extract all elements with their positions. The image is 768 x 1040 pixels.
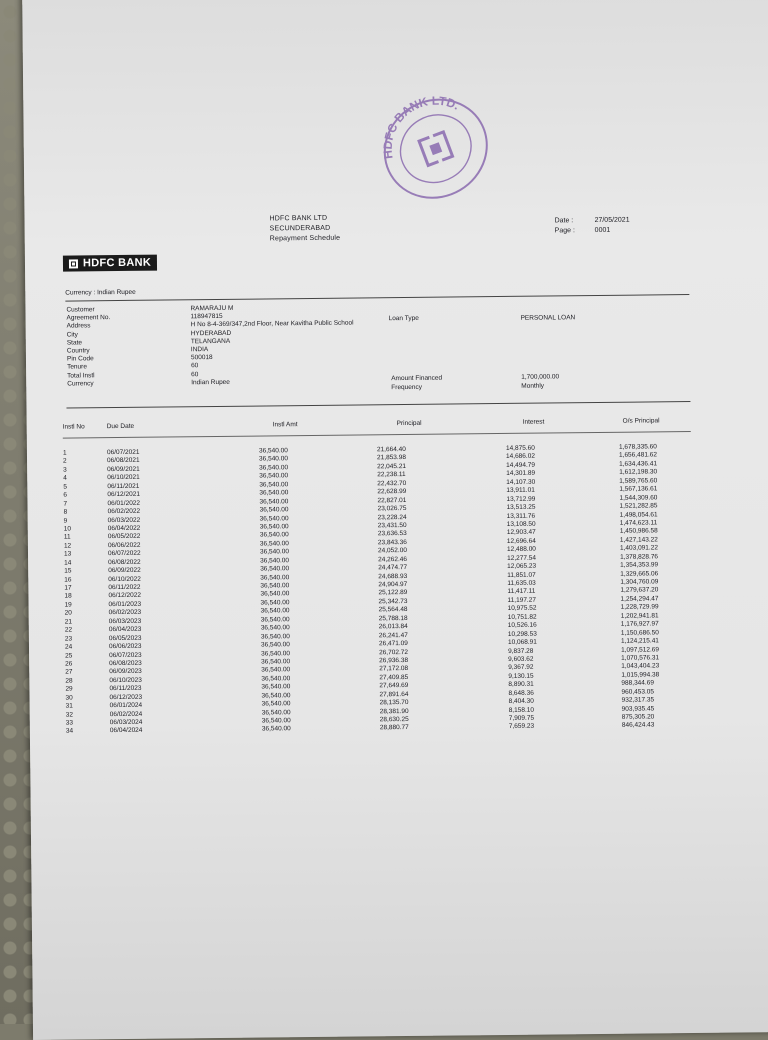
due-date-cell: 06/01/2023 xyxy=(108,600,142,609)
os-principal-cell: 1,124,215.41 xyxy=(620,637,659,645)
principal-cell: 23,431.50 xyxy=(377,521,407,530)
due-date-cell: 06/01/2024 xyxy=(109,701,143,710)
instl-no-cell: 29 xyxy=(65,685,73,693)
interest-cell: 8,158.10 xyxy=(508,706,535,714)
customer-name: RAMARAJU M xyxy=(190,304,234,313)
instl-amt-cell: 36,540.00 xyxy=(261,717,291,725)
instl-no-cell: 14 xyxy=(64,559,72,567)
principal-cell: 24,688.93 xyxy=(378,572,408,580)
os-principal-cell: 1,612,198.30 xyxy=(619,468,658,477)
instl-no-cell: 15 xyxy=(64,567,72,575)
instl-no-cell: 17 xyxy=(64,584,72,592)
os-principal-cell: 1,070,576.31 xyxy=(621,654,660,662)
info-label: Agreement No. xyxy=(66,314,111,322)
instl-amt-cell: 36,540.00 xyxy=(259,506,289,514)
os-principal-cell: 1,567,136.61 xyxy=(619,485,658,493)
principal-cell: 23,636.53 xyxy=(377,530,407,538)
instl-no-cell: 22 xyxy=(64,626,73,634)
hdfc-bank-logo xyxy=(63,255,157,272)
instl-no-cell: 8 xyxy=(63,508,68,516)
principal-cell: 28,135.70 xyxy=(379,699,409,707)
interest-cell: 7,659.23 xyxy=(508,723,535,731)
due-date-cell: 06/08/2021 xyxy=(107,457,140,465)
info-label: Currency xyxy=(67,380,94,388)
due-date-cell: 06/06/2023 xyxy=(108,642,142,651)
due-date-cell: 06/09/2022 xyxy=(108,566,141,575)
principal-cell: 25,122.89 xyxy=(378,589,408,597)
principal-cell: 27,172.08 xyxy=(379,665,409,673)
interest-cell: 13,712.99 xyxy=(506,495,536,503)
due-date-cell: 06/03/2024 xyxy=(109,718,143,727)
os-principal-cell: 1,329,665.06 xyxy=(620,569,659,578)
bank-name: HDFC BANK LTD xyxy=(269,214,328,223)
os-principal-cell: 1,589,765.60 xyxy=(619,477,658,485)
svg-text:HDFC BANK LTD. xyxy=(371,93,470,164)
os-principal-cell: 846,424.43 xyxy=(621,721,655,730)
interest-cell: 11,635.03 xyxy=(507,579,536,587)
state-value: TELANGANA xyxy=(190,337,231,346)
interest-cell: 10,068.91 xyxy=(507,638,537,647)
frequency-label: Frequency xyxy=(391,383,423,392)
principal-cell: 25,564.48 xyxy=(378,606,408,614)
instl-no-cell: 28 xyxy=(65,677,73,685)
repayment-schedule-page xyxy=(22,0,768,1040)
os-principal-cell: 1,228,729.99 xyxy=(620,603,659,612)
interest-cell: 14,107.30 xyxy=(506,478,536,486)
due-date-cell: 06/04/2023 xyxy=(108,625,142,634)
instl-amt-cell: 36,540.00 xyxy=(260,556,290,565)
info-label: Address xyxy=(66,322,91,330)
city-value: HYDERABAD xyxy=(190,329,232,337)
principal-cell: 22,238.11 xyxy=(377,471,406,479)
principal-cell: 24,262.46 xyxy=(378,555,408,563)
interest-cell: 12,277.54 xyxy=(507,554,537,562)
instl-amt-cell: 36,540.00 xyxy=(259,464,289,472)
page-label: Page : xyxy=(554,227,575,235)
principal-cell: 24,904.97 xyxy=(378,580,408,589)
instl-amt-cell: 36,540.00 xyxy=(261,725,291,733)
principal-cell: 23,228.24 xyxy=(377,513,407,521)
principal-cell: 27,891.64 xyxy=(379,690,409,698)
os-principal-cell: 903,935.45 xyxy=(621,704,655,713)
due-date-cell: 06/07/2022 xyxy=(107,550,141,558)
principal-cell: 22,432.70 xyxy=(377,479,407,488)
due-date-cell: 06/01/2022 xyxy=(107,499,141,507)
interest-cell: 8,890.31 xyxy=(508,680,534,689)
interest-cell: 13,911.01 xyxy=(506,486,535,495)
date-label: Date : xyxy=(554,217,574,225)
principal-cell: 22,045.21 xyxy=(377,462,407,471)
interest-cell: 12,488.00 xyxy=(506,545,536,554)
due-date-cell: 06/09/2021 xyxy=(107,465,140,474)
os-principal-cell: 1,097,512.69 xyxy=(621,645,660,654)
instl-no-cell: 10 xyxy=(63,525,72,533)
col-header-due-date: Due Date xyxy=(106,422,135,431)
document-sheet xyxy=(22,0,768,1040)
country-value: INDIA xyxy=(190,346,209,354)
due-date-cell: 06/11/2022 xyxy=(108,583,141,592)
info-label: City xyxy=(66,331,78,339)
instl-amt-cell: 36,540.00 xyxy=(260,615,290,624)
currency-value: Indian Rupee xyxy=(191,378,230,387)
os-principal-cell: 1,634,436.41 xyxy=(619,460,658,468)
interest-cell: 14,686.02 xyxy=(505,453,535,461)
instl-amt-cell: 36,540.00 xyxy=(261,658,291,666)
loan-type-label: Loan Type xyxy=(388,314,419,323)
instl-no-cell: 34 xyxy=(65,727,74,736)
instl-amt-cell: 36,540.00 xyxy=(258,455,288,463)
instl-amt-cell: 36,540.00 xyxy=(259,472,289,480)
info-divider xyxy=(66,401,690,409)
os-principal-cell: 1,015,994.38 xyxy=(621,671,660,679)
principal-cell: 22,628.99 xyxy=(377,488,407,496)
instl-no-cell: 1 xyxy=(62,449,67,457)
interest-cell: 7,909.75 xyxy=(508,714,535,722)
os-principal-cell: 1,678,335.60 xyxy=(618,443,657,451)
instl-amt-cell: 36,540.00 xyxy=(261,700,291,708)
due-date-cell: 06/08/2022 xyxy=(108,558,141,566)
os-principal-cell: 988,344.69 xyxy=(621,679,654,688)
os-principal-cell: 1,202,941.81 xyxy=(620,612,659,620)
interest-cell: 11,851.07 xyxy=(507,571,536,579)
os-principal-cell: 1,474,623.11 xyxy=(619,519,658,527)
principal-cell: 25,342.73 xyxy=(378,597,408,606)
instl-no-cell: 27 xyxy=(65,668,73,676)
stamp-logo-icon xyxy=(418,129,454,168)
instl-no-cell: 3 xyxy=(63,466,67,474)
instl-no-cell: 20 xyxy=(64,609,72,617)
col-header-os-principal: O/s Principal xyxy=(622,417,660,425)
instl-no-cell: 13 xyxy=(63,550,72,558)
document-title: Repayment Schedule xyxy=(269,234,341,243)
instl-amt-cell: 36,540.00 xyxy=(261,675,291,683)
due-date-cell: 06/04/2024 xyxy=(109,727,143,735)
instl-no-cell: 2 xyxy=(63,457,67,466)
due-date-cell: 06/02/2022 xyxy=(107,507,141,516)
amount-frequency-labels xyxy=(391,374,442,393)
interest-cell: 11,417.11 xyxy=(507,588,536,596)
interest-cell: 12,065.23 xyxy=(507,562,537,571)
interest-cell: 10,298.53 xyxy=(507,630,537,638)
col-header-principal: Principal xyxy=(396,419,422,428)
instl-no-cell: 7 xyxy=(63,500,68,508)
os-principal-cell: 1,498,054.61 xyxy=(619,510,658,519)
os-principal-cell: 1,427,143.22 xyxy=(619,536,658,544)
os-principal-cell: 1,521,282.85 xyxy=(619,502,658,510)
instl-no-cell: 18 xyxy=(64,592,72,601)
os-principal-cell: 1,354,353.99 xyxy=(620,561,659,569)
due-date-cell: 06/06/2022 xyxy=(107,541,141,549)
instl-no-cell: 12 xyxy=(63,542,72,550)
instl-amt-cell: 36,540.00 xyxy=(259,480,289,489)
due-date-cell: 06/02/2024 xyxy=(109,710,143,718)
interest-cell: 9,837.28 xyxy=(508,647,534,655)
instl-no-cell: 4 xyxy=(63,474,67,482)
col-header-interest: Interest xyxy=(522,418,545,426)
agreement-number: 118947815 xyxy=(190,313,223,321)
instl-amt-cell: 36,540.00 xyxy=(260,641,290,649)
due-date-cell: 06/12/2023 xyxy=(109,693,143,701)
os-principal-cell: 1,450,986.58 xyxy=(619,527,658,536)
interest-cell: 14,494.79 xyxy=(506,461,536,469)
os-principal-cell: 1,176,927.97 xyxy=(620,620,659,628)
instl-amt-cell: 36,540.00 xyxy=(259,540,289,548)
instl-amt-cell: 36,540.00 xyxy=(260,599,290,607)
principal-cell: 25,788.18 xyxy=(378,614,408,623)
principal-cell: 21,853.98 xyxy=(376,454,406,462)
os-principal-cell: 1,150,686.50 xyxy=(620,628,659,637)
info-label: Total Instl xyxy=(67,371,95,380)
instl-amt-cell: 36,540.00 xyxy=(260,590,290,598)
bank-logo-icon xyxy=(69,259,78,268)
principal-cell: 22,827.01 xyxy=(377,496,407,504)
instl-amt-cell: 36,540.00 xyxy=(258,447,288,455)
interest-cell: 8,648.36 xyxy=(508,689,534,697)
os-principal-cell: 1,279,637.20 xyxy=(620,586,659,595)
due-date-cell: 06/10/2021 xyxy=(107,474,140,482)
os-principal-cell: 932,317.35 xyxy=(621,696,655,704)
instl-amt-cell: 36,540.00 xyxy=(260,632,290,641)
interest-cell: 14,301.89 xyxy=(506,469,536,478)
instl-no-cell: 9 xyxy=(63,517,68,525)
info-label: State xyxy=(66,339,83,347)
interest-cell: 14,875.60 xyxy=(505,444,535,452)
interest-cell: 10,751.82 xyxy=(507,613,537,621)
col-header-instl-amt: Instl Amt xyxy=(272,421,298,429)
interest-cell: 13,513.25 xyxy=(506,503,536,512)
pin-code-value: 500018 xyxy=(190,354,213,362)
due-date-cell: 06/10/2022 xyxy=(108,575,141,583)
interest-cell: 10,526.16 xyxy=(507,621,537,630)
due-date-cell: 06/12/2021 xyxy=(107,490,140,499)
due-date-cell: 06/12/2022 xyxy=(108,592,142,600)
instl-no-cell: 30 xyxy=(65,694,73,702)
principal-cell: 26,013.84 xyxy=(378,623,408,631)
logo-text: HDFC BANK xyxy=(82,256,152,270)
date-page-block xyxy=(555,216,630,237)
instl-amt-cell: 36,540.00 xyxy=(259,531,289,539)
interest-cell: 8,404.30 xyxy=(508,697,534,706)
principal-cell: 27,649.69 xyxy=(379,682,409,690)
amount-financed-label: Amount Financed xyxy=(391,374,443,383)
due-date-cell: 06/04/2022 xyxy=(107,524,141,533)
principal-cell: 26,936.38 xyxy=(379,656,409,665)
frequency-value: Monthly xyxy=(521,382,545,390)
instl-amt-cell: 36,540.00 xyxy=(261,708,291,717)
due-date-cell: 06/11/2021 xyxy=(107,482,140,490)
col-header-instl-no: Instl No xyxy=(62,423,85,431)
interest-cell: 12,903.47 xyxy=(506,529,536,537)
os-principal-cell: 960,453.05 xyxy=(621,688,655,696)
instl-no-cell: 21 xyxy=(64,618,72,626)
info-label: Country xyxy=(66,347,90,355)
due-date-cell: 06/03/2022 xyxy=(107,516,141,524)
instl-amt-cell: 36,540.00 xyxy=(261,691,291,700)
instl-amt-cell: 36,540.00 xyxy=(260,582,290,590)
principal-cell: 26,702.72 xyxy=(379,648,409,656)
stamp-text: HDFC BANK LTD. xyxy=(380,93,462,160)
instl-amt-cell: 36,540.00 xyxy=(260,565,290,573)
due-date-cell: 06/10/2023 xyxy=(109,676,142,684)
instl-no-cell: 16 xyxy=(64,576,72,584)
info-label: Pin Code xyxy=(66,355,94,363)
instl-amt-cell: 36,540.00 xyxy=(261,683,291,691)
principal-cell: 28,381.90 xyxy=(379,707,409,715)
instl-amt-cell: 36,540.00 xyxy=(259,497,289,506)
os-principal-cell: 1,544,309.60 xyxy=(619,493,658,502)
interest-cell: 9,130.15 xyxy=(508,672,534,680)
instl-no-cell: 24 xyxy=(64,643,73,651)
instl-no-cell: 32 xyxy=(65,711,73,719)
principal-cell: 26,241.47 xyxy=(378,631,408,639)
instl-amt-cell: 36,540.00 xyxy=(259,514,289,523)
os-principal-cell: 1,378,828.76 xyxy=(620,553,659,561)
os-principal-cell: 1,656,481.62 xyxy=(618,451,658,460)
amount-financed-value: 1,700,000.00 xyxy=(521,373,560,381)
instl-amt-cell: 36,540.00 xyxy=(259,523,289,531)
info-label: Customer xyxy=(66,306,95,314)
loan-type-value: PERSONAL LOAN xyxy=(520,314,576,322)
due-date-cell: 06/02/2023 xyxy=(108,609,142,617)
due-date-cell: 06/07/2021 xyxy=(106,448,140,457)
header-divider xyxy=(65,294,689,302)
instl-no-cell: 11 xyxy=(63,533,71,541)
due-date-cell: 06/08/2023 xyxy=(109,659,142,668)
principal-cell: 24,474.77 xyxy=(378,564,408,572)
customer-info-labels xyxy=(66,306,111,388)
instl-no-cell: 19 xyxy=(64,601,72,609)
due-date-cell: 06/07/2023 xyxy=(109,651,142,659)
principal-cell: 28,630.25 xyxy=(379,715,409,724)
page-value: 0001 xyxy=(594,226,611,235)
os-principal-cell: 1,403,091.22 xyxy=(619,544,658,553)
due-date-cell: 06/11/2023 xyxy=(109,685,142,693)
interest-cell: 13,311.76 xyxy=(506,512,536,520)
instl-amt-cell: 36,540.00 xyxy=(261,649,291,658)
schedule-table-body xyxy=(63,443,686,736)
interest-cell: 10,975.52 xyxy=(507,604,537,613)
os-principal-cell: 875,305.20 xyxy=(621,713,655,721)
instl-no-cell: 6 xyxy=(63,491,68,499)
interest-cell: 13,108.50 xyxy=(506,520,536,528)
currency-line: Currency : Indian Rupee xyxy=(65,288,136,297)
instl-amt-cell: 36,540.00 xyxy=(261,666,291,674)
principal-cell: 26,471.09 xyxy=(378,640,408,648)
instl-no-cell: 23 xyxy=(64,635,73,643)
due-date-cell: 06/09/2023 xyxy=(109,668,142,676)
instl-no-cell: 33 xyxy=(65,719,74,727)
tenure-value: 60 xyxy=(191,362,199,370)
address-value: H No 8-4-369/347,2nd Floor, Near Kavitha Public School xyxy=(190,319,354,329)
os-principal-cell: 1,254,294.47 xyxy=(620,595,659,603)
os-principal-cell: 1,043,404.23 xyxy=(621,662,660,671)
date-value: 27/05/2021 xyxy=(594,216,630,225)
customer-info-values xyxy=(190,304,354,388)
instl-amt-cell: 36,540.00 xyxy=(259,548,289,556)
principal-cell: 28,880.77 xyxy=(379,724,409,732)
due-date-cell: 06/03/2023 xyxy=(108,617,142,625)
amount-frequency-values xyxy=(521,372,559,390)
info-label: Tenure xyxy=(67,363,87,371)
instl-amt-cell: 36,540.00 xyxy=(260,624,290,632)
instl-no-cell: 26 xyxy=(65,660,73,668)
instl-no-cell: 5 xyxy=(63,483,67,491)
bank-stamp-seal xyxy=(371,93,500,204)
instl-amt-cell: 36,540.00 xyxy=(260,607,290,615)
principal-cell: 27,409.85 xyxy=(379,673,409,682)
interest-cell: 9,367.92 xyxy=(508,664,534,672)
principal-cell: 23,026.75 xyxy=(377,505,407,513)
principal-cell: 21,664.40 xyxy=(376,446,406,454)
instl-no-cell: 25 xyxy=(65,652,73,660)
instl-amt-cell: 36,540.00 xyxy=(259,489,289,497)
principal-cell: 23,843.36 xyxy=(377,538,407,547)
os-principal-cell: 1,304,760.09 xyxy=(620,578,659,586)
instl-amt-cell: 36,540.00 xyxy=(260,573,290,582)
interest-cell: 11,197.27 xyxy=(507,596,536,604)
due-date-cell: 06/05/2023 xyxy=(108,634,142,642)
instl-no-cell: 31 xyxy=(65,702,73,710)
principal-cell: 24,052.00 xyxy=(377,547,407,555)
due-date-cell: 06/05/2022 xyxy=(107,533,141,541)
interest-cell: 9,603.62 xyxy=(508,655,534,663)
total-instl-value: 60 xyxy=(191,370,199,378)
bank-branch: SECUNDERABAD xyxy=(269,224,331,233)
bank-header xyxy=(269,214,340,245)
interest-cell: 12,696.64 xyxy=(506,537,536,545)
